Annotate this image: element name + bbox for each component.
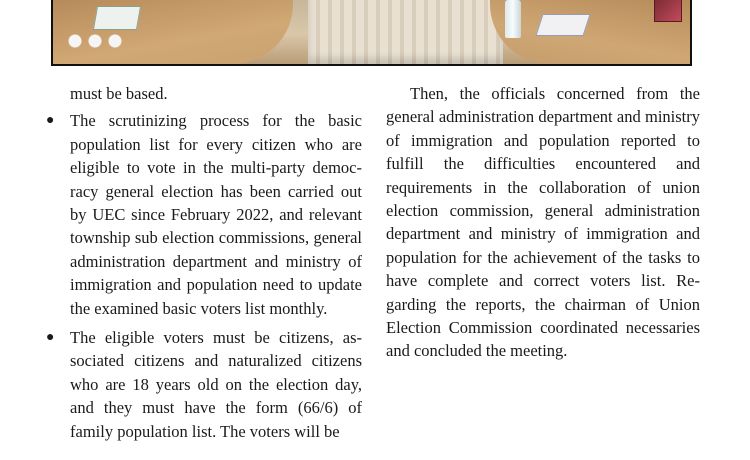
right-paragraph: Then, the officials concerned from the general administration department and ministry of immigration and population reported to fulfill the difficulties encountered and requirements in the collaboration of union election commission, general administration department and ministry of immigration and population for the achievement of the tasks to have complete and correct voters list. Regarding the reports, the chairman of Union Election Commission coordinated necessaries and concluded the meeting. [386,84,700,361]
mask-box-icon [535,14,590,36]
bullet-icon: ● [46,113,55,129]
right-column [386,82,700,363]
bullet-item-scrutinizing [44,109,362,320]
continuation-text: must be based. [70,84,168,103]
glass-icon [654,0,682,22]
bullet-text: The scrutinizing process for the basic population list for every citizen who are eligible to vote in the multi-party democracy general election has been carried out by UEC since February 2022, and relevant township sub election commissions, general administration department and ministry of immigration and population need to update the examined basic voters list monthly. [70,111,362,318]
cups-icon [65,32,125,50]
bullet-text: The eligible voters must be citizens, associated citizens and naturalized citizens who are 18 years old on the election day, and they must have the form (66/6) of family population list. The voters will be [70,328,362,441]
bullet-item-eligible-voters [44,326,362,443]
meeting-photo [51,0,692,66]
carpet [308,0,503,64]
left-column [44,82,362,449]
sanitizer-bottle-icon [505,0,521,38]
tissue-box-icon [93,6,141,30]
bullet-icon: ● [46,330,55,346]
